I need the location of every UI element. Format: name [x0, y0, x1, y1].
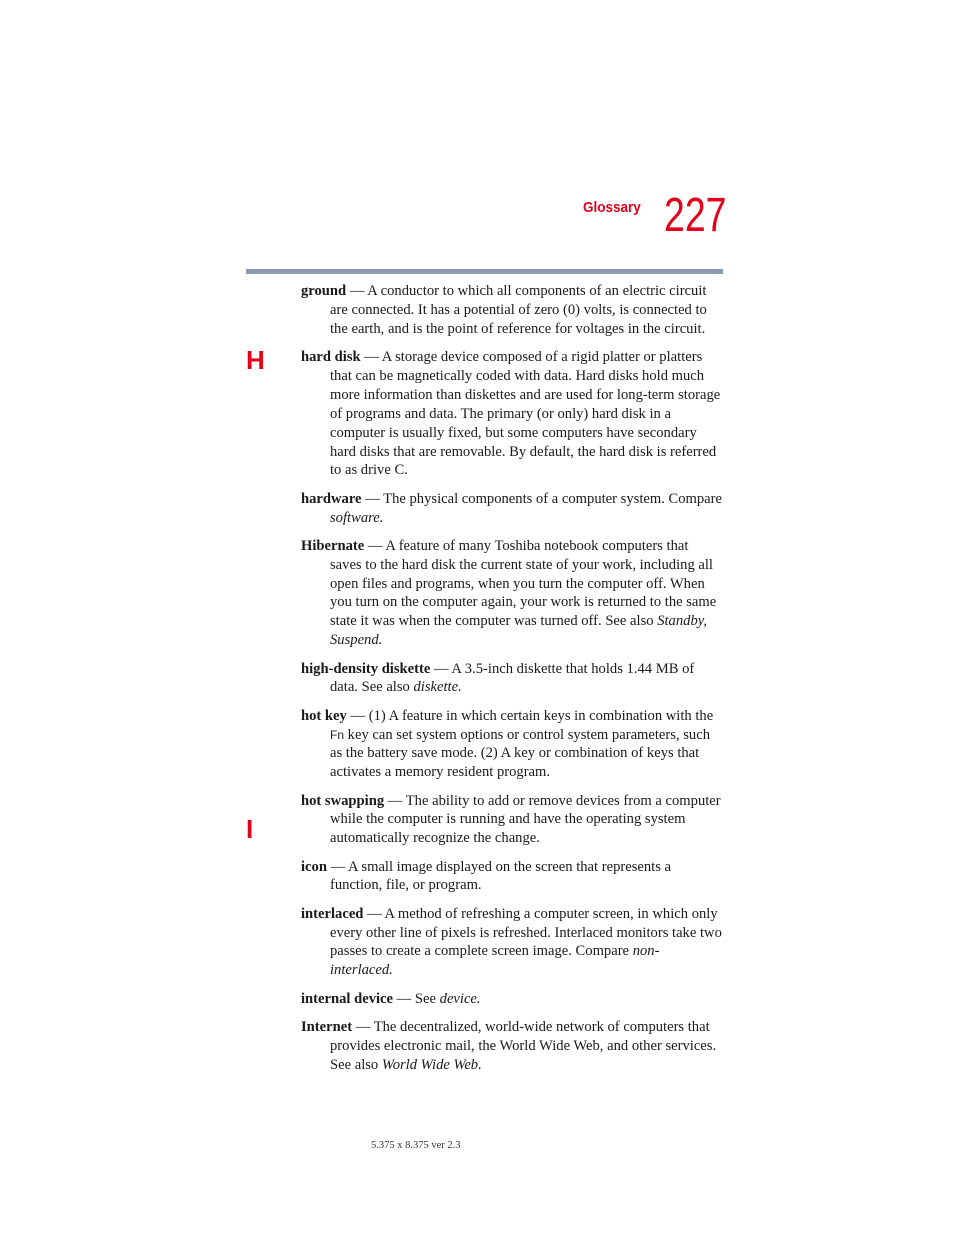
definition: — A small image displayed on the screen that represents a function, file, or program. [326, 858, 672, 894]
term: hot key [301, 707, 347, 724]
definition: — A conductor to which all components of an electric circuit are connected. It has a potential of zero (0) volts, is connected to the earth, and is the point of reference for voltages in the circuit. [330, 283, 707, 337]
footer-version: 5.375 x 8.375 ver 2.3 [371, 1140, 461, 1151]
entry-interlaced [301, 905, 722, 981]
term: hard disk [301, 349, 361, 366]
entry-internet [301, 1018, 722, 1075]
cross-reference: Standby, Suspend. [330, 613, 708, 649]
term: ground [301, 283, 347, 299]
letter-heading-h: H [246, 345, 265, 375]
letter-heading-i: I [246, 814, 254, 844]
entry-internal-device [301, 990, 722, 1009]
term: interlaced [301, 905, 364, 922]
entry-high-density-diskette [301, 660, 722, 698]
entry-icon [301, 858, 722, 896]
definition: — The physical components of a computer system. Compare [361, 490, 722, 507]
entry-hardware [301, 490, 722, 528]
page-number: 227 [664, 189, 727, 242]
definition: — A feature of many Toshiba notebook computers that saves to the hard disk the current state of your work, including all open files and programs, when you turn the computer off. When you turn on the computer again, your work is returned to the same state it was when the computer was turned off. See also [330, 537, 717, 630]
entry-hot-swapping [301, 792, 722, 849]
term: internal device [301, 990, 394, 1007]
header-rule [246, 269, 723, 274]
term: Hibernate [301, 537, 365, 554]
section-title: Glossary [583, 199, 641, 216]
cross-reference: diskette. [413, 679, 462, 696]
term: hardware [301, 490, 362, 507]
definition: — See [393, 990, 440, 1007]
entry-hard-disk [301, 348, 722, 480]
term: icon [301, 858, 327, 875]
definition: — (1) A feature in which certain keys in combination with the [346, 707, 714, 724]
definition-continued: key can set system options or control system parameters, such as the battery save mode. (2) A key or combination of keys that activates a memory resident program. [330, 726, 710, 781]
glossary-entries [301, 282, 722, 1084]
definition: — A 3.5-inch diskette that holds 1.44 MB of data. See also [330, 660, 695, 696]
term: Internet [301, 1018, 353, 1035]
term: hot swapping [301, 792, 385, 809]
definition: — A storage device composed of a rigid platter or platters that can be magnetically coded with data. Hard disks hold much more information than diskettes and are used for long-term storage of programs and data. The primary (or only) hard disk in a computer is usually fixed, but some computers have secondary hard disks that are removable. By default, the hard disk is referred to as drive C. [330, 349, 721, 479]
entry-hot-key [301, 707, 722, 783]
definition: — A method of refreshing a computer screen, in which only every other line of pixels is refreshed. Interlaced monitors take two passes to create a complete screen image. Compare [330, 905, 722, 960]
term: high-density diskette [301, 660, 431, 677]
definition: — The ability to add or remove devices from a computer while the computer is running and have the operating system automatically recognize the change. [330, 792, 721, 847]
cross-reference: device. [439, 990, 481, 1007]
cross-reference: software. [330, 509, 384, 526]
entry-hibernate [301, 537, 722, 650]
definition: — The decentralized, world-wide network of computers that provides electronic mail, the World Wide Web, and other services. See also [330, 1018, 717, 1073]
fn-key-label: Fn [330, 727, 345, 742]
cross-reference: non-interlaced. [330, 943, 660, 979]
entry-ground [301, 282, 722, 339]
cross-reference: World Wide Web. [381, 1056, 482, 1073]
